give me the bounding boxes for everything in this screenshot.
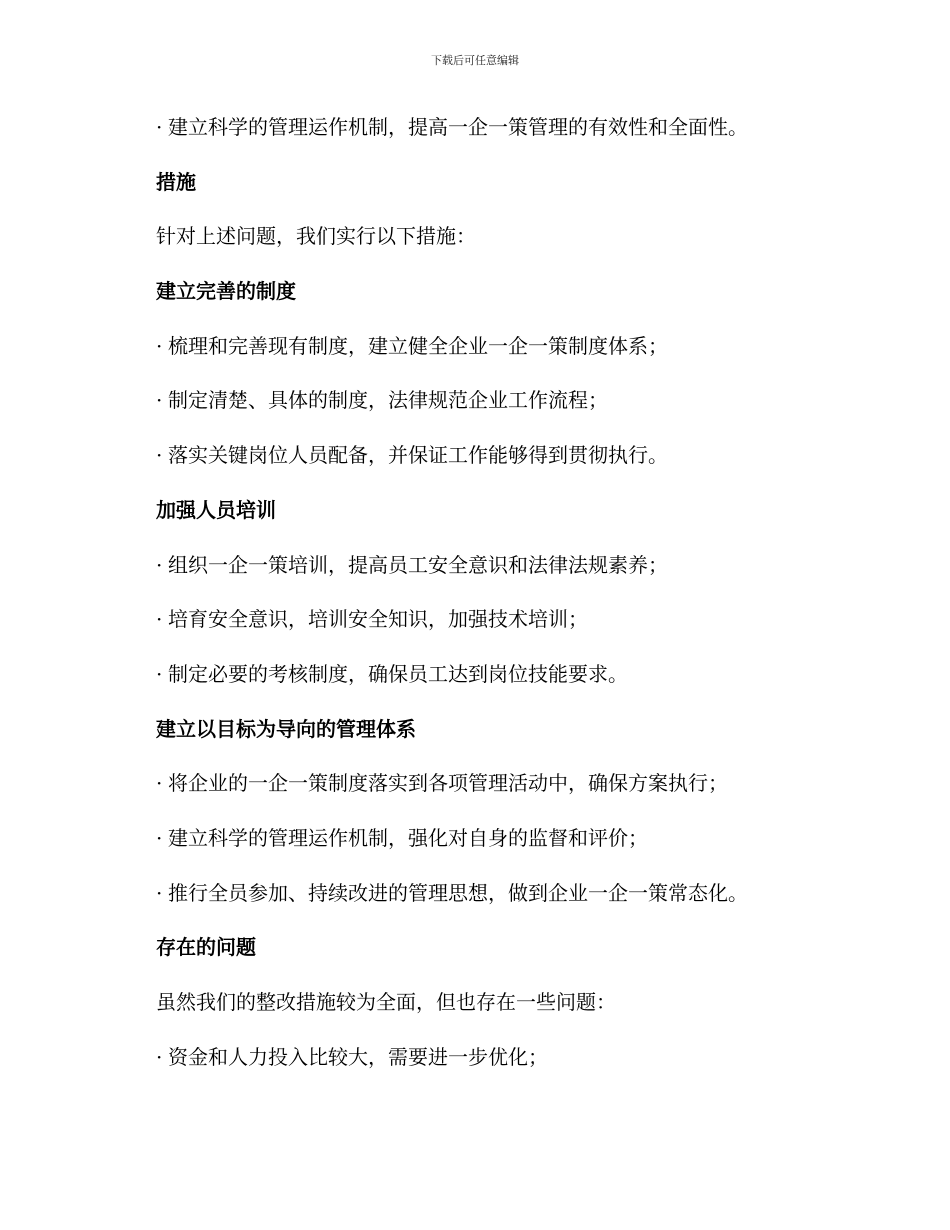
- bullet-item: [156, 329, 816, 384]
- bullet-item: [156, 1040, 816, 1095]
- bullet-text: 制定必要的考核制度，确保员工达到岗位技能要求。: [168, 661, 628, 686]
- bullet-text: 制定清楚、具体的制度，法律规范企业工作流程；: [168, 388, 608, 413]
- bullet-dot: ·: [156, 607, 163, 632]
- bullet-dot: ·: [156, 443, 163, 468]
- bullet-item: [156, 548, 816, 603]
- bullet-dot: ·: [156, 115, 163, 139]
- bullet-dot: ·: [156, 771, 163, 796]
- section-heading: 建立完善的制度: [156, 279, 296, 304]
- paragraph: 虽然我们的整改措施较为全面，但也存在一些问题：: [156, 990, 616, 1014]
- bullet-item: [156, 821, 816, 876]
- bullet-item: [156, 110, 816, 165]
- bullet-text: 落实关键岗位人员配备，并保证工作能够得到贯彻执行。: [168, 443, 668, 468]
- bullet-dot: ·: [156, 661, 163, 686]
- bullet-item: [156, 383, 816, 438]
- bullet-text: 建立科学的管理运作机制，提高一企一策管理的有效性和全面性。: [168, 115, 748, 139]
- bullet-dot: ·: [156, 825, 163, 850]
- bullet-text: 建立科学的管理运作机制，强化对自身的监督和评价；: [168, 825, 648, 850]
- page-header: 下载后可任意编辑: [431, 54, 519, 67]
- bullet-dot: ·: [156, 552, 163, 577]
- bullet-item: [156, 657, 816, 712]
- section-heading: 建立以目标为导向的管理体系: [156, 716, 416, 741]
- document-body: [156, 110, 816, 1094]
- bullet-text: 培育安全意识，培训安全知识，加强技术培训；: [168, 607, 588, 632]
- section-heading: 措施: [156, 169, 196, 194]
- bullet-text: 组织一企一策培训，提高员工安全意识和法律法规素养；: [168, 552, 668, 577]
- bullet-text: 梳理和完善现有制度，建立健全企业一企一策制度体系；: [168, 333, 668, 358]
- bullet-dot: ·: [156, 880, 163, 905]
- bullet-item: [156, 876, 816, 931]
- bullet-item: [156, 438, 816, 493]
- section-heading: 加强人员培训: [156, 497, 276, 522]
- bullet-dot: ·: [156, 388, 163, 413]
- bullet-text: 资金和人力投入比较大，需要进一步优化；: [168, 1044, 548, 1069]
- bullet-item: [156, 766, 816, 821]
- bullet-item: [156, 602, 816, 657]
- bullet-text: 将企业的一企一策制度落实到各项管理活动中，确保方案执行；: [168, 771, 728, 796]
- section-heading: 存在的问题: [156, 935, 256, 960]
- bullet-text: 推行全员参加、持续改进的管理思想，做到企业一企一策常态化。: [168, 880, 748, 905]
- bullet-dot: ·: [156, 333, 163, 358]
- paragraph: 针对上述问题，我们实行以下措施：: [156, 224, 476, 249]
- bullet-dot: ·: [156, 1044, 163, 1069]
